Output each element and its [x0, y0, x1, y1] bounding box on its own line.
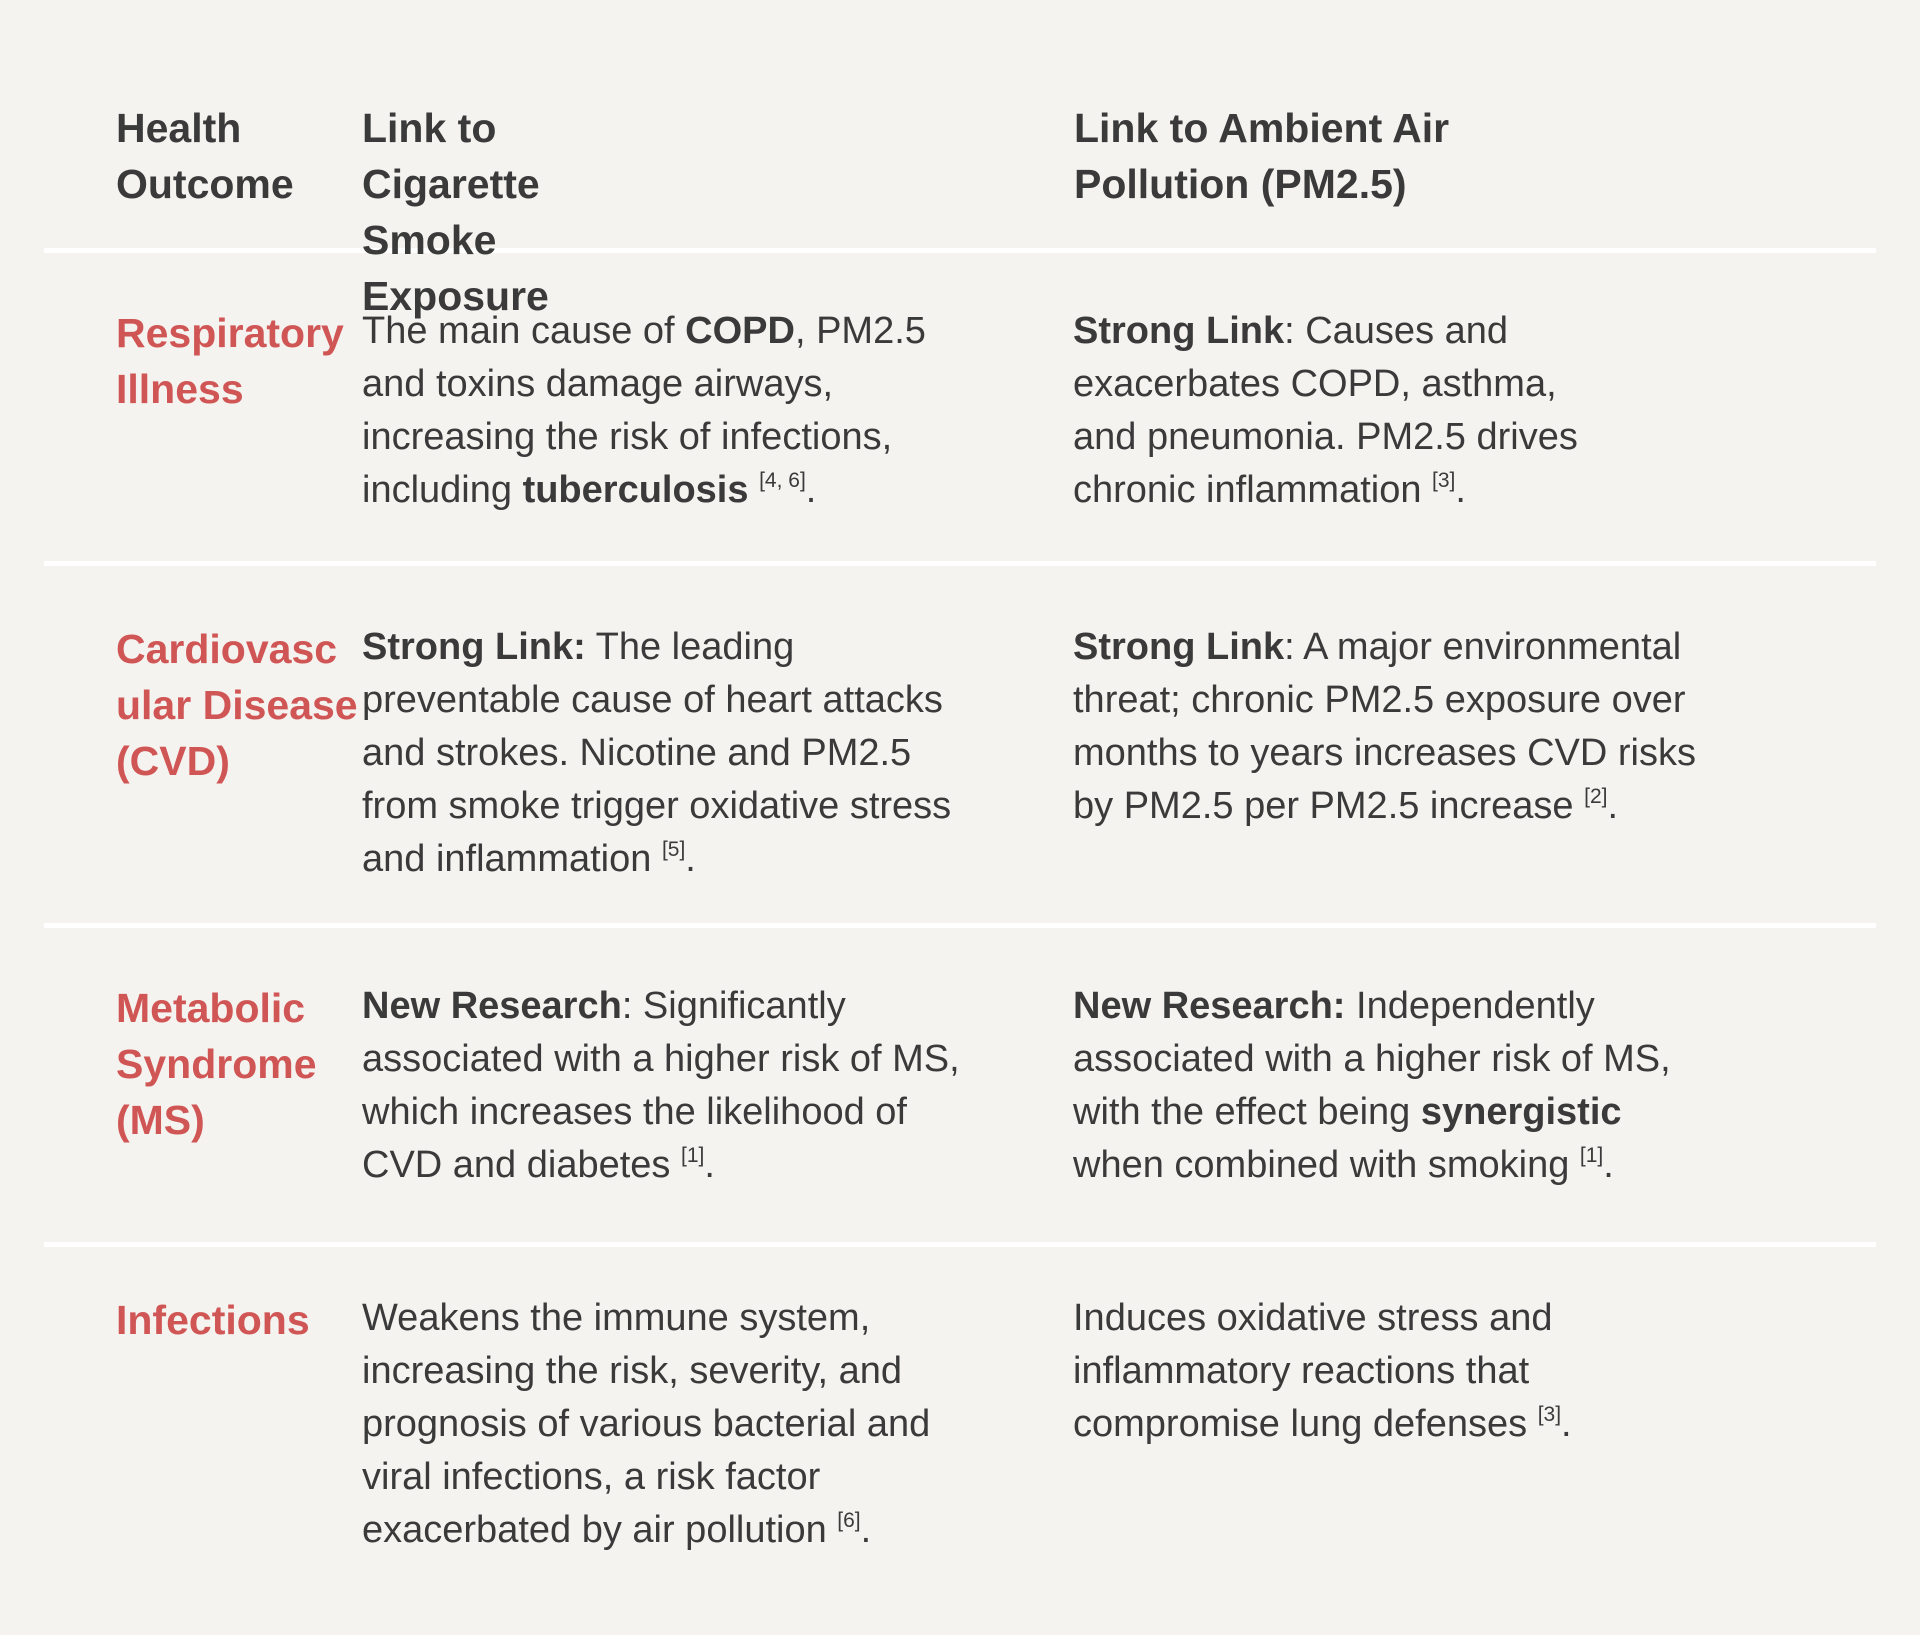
header-spacer [662, 100, 1074, 248]
text-run: : Significantly associated with a higher risk of MS, which increases the likelihood of CVD and diabetes [362, 985, 960, 1186]
citation-ref: [5] [661, 838, 686, 861]
air-description [1073, 1292, 1613, 1627]
header-air-pollution: Link to Ambient Air Pollution (PM2.5) [1074, 105, 1450, 207]
text-run: . [805, 469, 817, 511]
table-header-row [44, 0, 1876, 319]
bold-phrase: COPD [685, 310, 795, 352]
bold-phrase: Strong Link [1073, 626, 1285, 668]
table-row [44, 566, 1876, 923]
air-description [1073, 980, 1713, 1242]
citation-ref: [3] [1432, 469, 1456, 492]
bold-phrase: Strong Link [1073, 310, 1285, 352]
smoke-description [362, 305, 962, 561]
text-run: . [860, 1509, 872, 1551]
citation-ref: [1] [680, 1144, 705, 1167]
header-cigarette-smoke: Link to Cigarette Smoke Exposure [362, 105, 549, 319]
outcome-label: Metabolic Syndrome (MS) [116, 985, 317, 1143]
citation-ref: [2] [1584, 785, 1608, 808]
air-description [1073, 305, 1593, 561]
text-run: . [1455, 469, 1466, 511]
smoke-description [362, 1292, 962, 1627]
text-run: Weakens the immune system, increasing the risk, severity, and prognosis of various bacterial and viral infections, a risk factor exacerbated by air pollution [362, 1297, 931, 1551]
header-health-outcome: Health Outcome [116, 105, 294, 207]
text-run: . [685, 838, 696, 880]
comparison-table [44, 0, 1876, 1627]
text-run: The leading preventable cause of heart attacks and strokes. Nicotine and PM2.5 from smoke trigger oxidative stress and inflammation [362, 626, 952, 880]
bold-phrase: synergistic [1420, 1091, 1622, 1133]
text-run: , PM2.5 and toxins damage airways, increasing the risk of infections, including [362, 310, 926, 511]
text-run: when combined with smoking [1073, 1144, 1580, 1186]
smoke-description [362, 980, 962, 1242]
outcome-label: Respiratory Illness [116, 310, 344, 412]
text-run: Induces oxidative stress and inflammatory reactions that compromise lung defenses [1073, 1297, 1553, 1445]
bold-phrase: New Research [362, 985, 622, 1027]
outcome-label: Cardiovascular Disease (CVD) [116, 626, 358, 784]
table-row [44, 253, 1876, 561]
outcome-label: Infections [116, 1297, 310, 1343]
citation-ref: [1] [1579, 1144, 1604, 1167]
smoke-description [362, 621, 962, 923]
table-row [44, 928, 1876, 1242]
text-run: . [1607, 785, 1619, 827]
table-row [44, 1247, 1876, 1627]
text-run: Independently associated with a higher risk of MS, with the effect being [1073, 985, 1671, 1133]
citation-ref: [4, 6] [759, 469, 806, 492]
bold-phrase: Strong Link: [362, 626, 586, 668]
text-run: : Causes and exacerbates COPD, asthma, and pneumonia. PM2.5 drives chronic inflammation [1073, 310, 1578, 511]
bold-phrase: tuberculosis [522, 469, 749, 511]
text-run: The main cause of [362, 310, 686, 352]
text-run: . [704, 1144, 715, 1186]
text-run: . [1561, 1403, 1572, 1445]
text-run [749, 469, 760, 511]
text-run: : A major environmental threat; chronic PM2.5 exposure over months to years increases CVD risks by PM2.5 per PM2.5 increase [1073, 626, 1696, 827]
citation-ref: [3] [1537, 1403, 1562, 1426]
bold-phrase: New Research: [1073, 985, 1346, 1027]
citation-ref: [6] [837, 1509, 861, 1532]
air-description [1073, 621, 1708, 923]
text-run: . [1603, 1144, 1614, 1186]
